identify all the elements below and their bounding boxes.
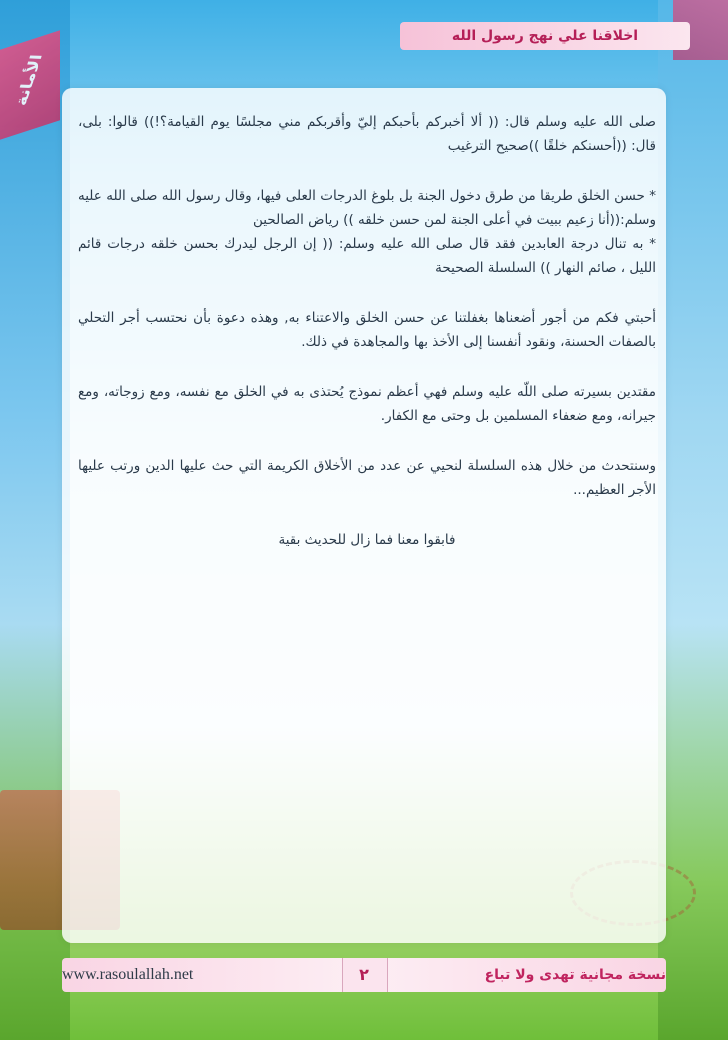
paragraph-hadith-intro: صلى الله عليه وسلم قال: (( ألا أخبركم بأحبكم إليّ وأقربكم مني مجلسًا يوم القيامة؟!)) قالوا: بلى، قال: ((أحسنكم خلقًا ))صحيح الترغيب bbox=[78, 114, 656, 154]
paragraph-follow-sunnah: مقتدين بسيرته صلى اللّه عليه وسلم فهي أعظم نموذج يُحتذى به في الخلق مع نفسه، ومع زوجاته، ومع جيرانه، ومع ضعفاء المسلمين بل وحتى مع الكفار. bbox=[78, 384, 656, 424]
paragraph-closing: فابقوا معنا فما زال للحديث بقية bbox=[278, 532, 456, 548]
left-banner-text: الأمانة bbox=[11, 53, 46, 107]
paragraph-series-intro: وسنتحدث من خلال هذه السلسلة لنحيي عن عدد من الأخلاق الكريمة التي حث عليها الدين ورتب عليها الأجر العظيم... bbox=[78, 458, 656, 498]
paragraph-jannah: * حسن الخلق طريقا من طرق دخول الجنة بل بلوغ الدرجات العلى فيها، وقال رسول الله صلى الله عليه وسلم:((أنا زعيم ببيت في أعلى الجنة لمن حسن خلقه )) رياض الصالحين bbox=[78, 188, 656, 228]
footer-free-copy-note: نسخة مجانية تهدى ولا تباع bbox=[484, 967, 666, 983]
page-number: ٢ bbox=[359, 965, 369, 984]
paragraph-invitation: أحبتي فكم من أجور أضعناها بغفلتنا عن حسن الخلق والاعتناء به, وهذه دعوة بأن نحتسب أجر التحلي بالصفات الحسنة، ونقود أنفسنا إلى الأخذ بها والمجاهدة في ذلك. bbox=[78, 310, 656, 350]
header-title: اخلاقنا علي نهج رسول الله bbox=[451, 28, 639, 44]
footer-website-link[interactable]: www.rasoulallah.net bbox=[62, 966, 194, 983]
paragraph-worshippers: * به تنال درجة العابدين فقد قال صلى الله عليه وسلم: (( إن الرجل ليدرك بحسن خلقه درجات قائم الليل ، صائم النهار )) السلسلة الصحيحة bbox=[78, 236, 656, 276]
article-body bbox=[78, 110, 656, 552]
